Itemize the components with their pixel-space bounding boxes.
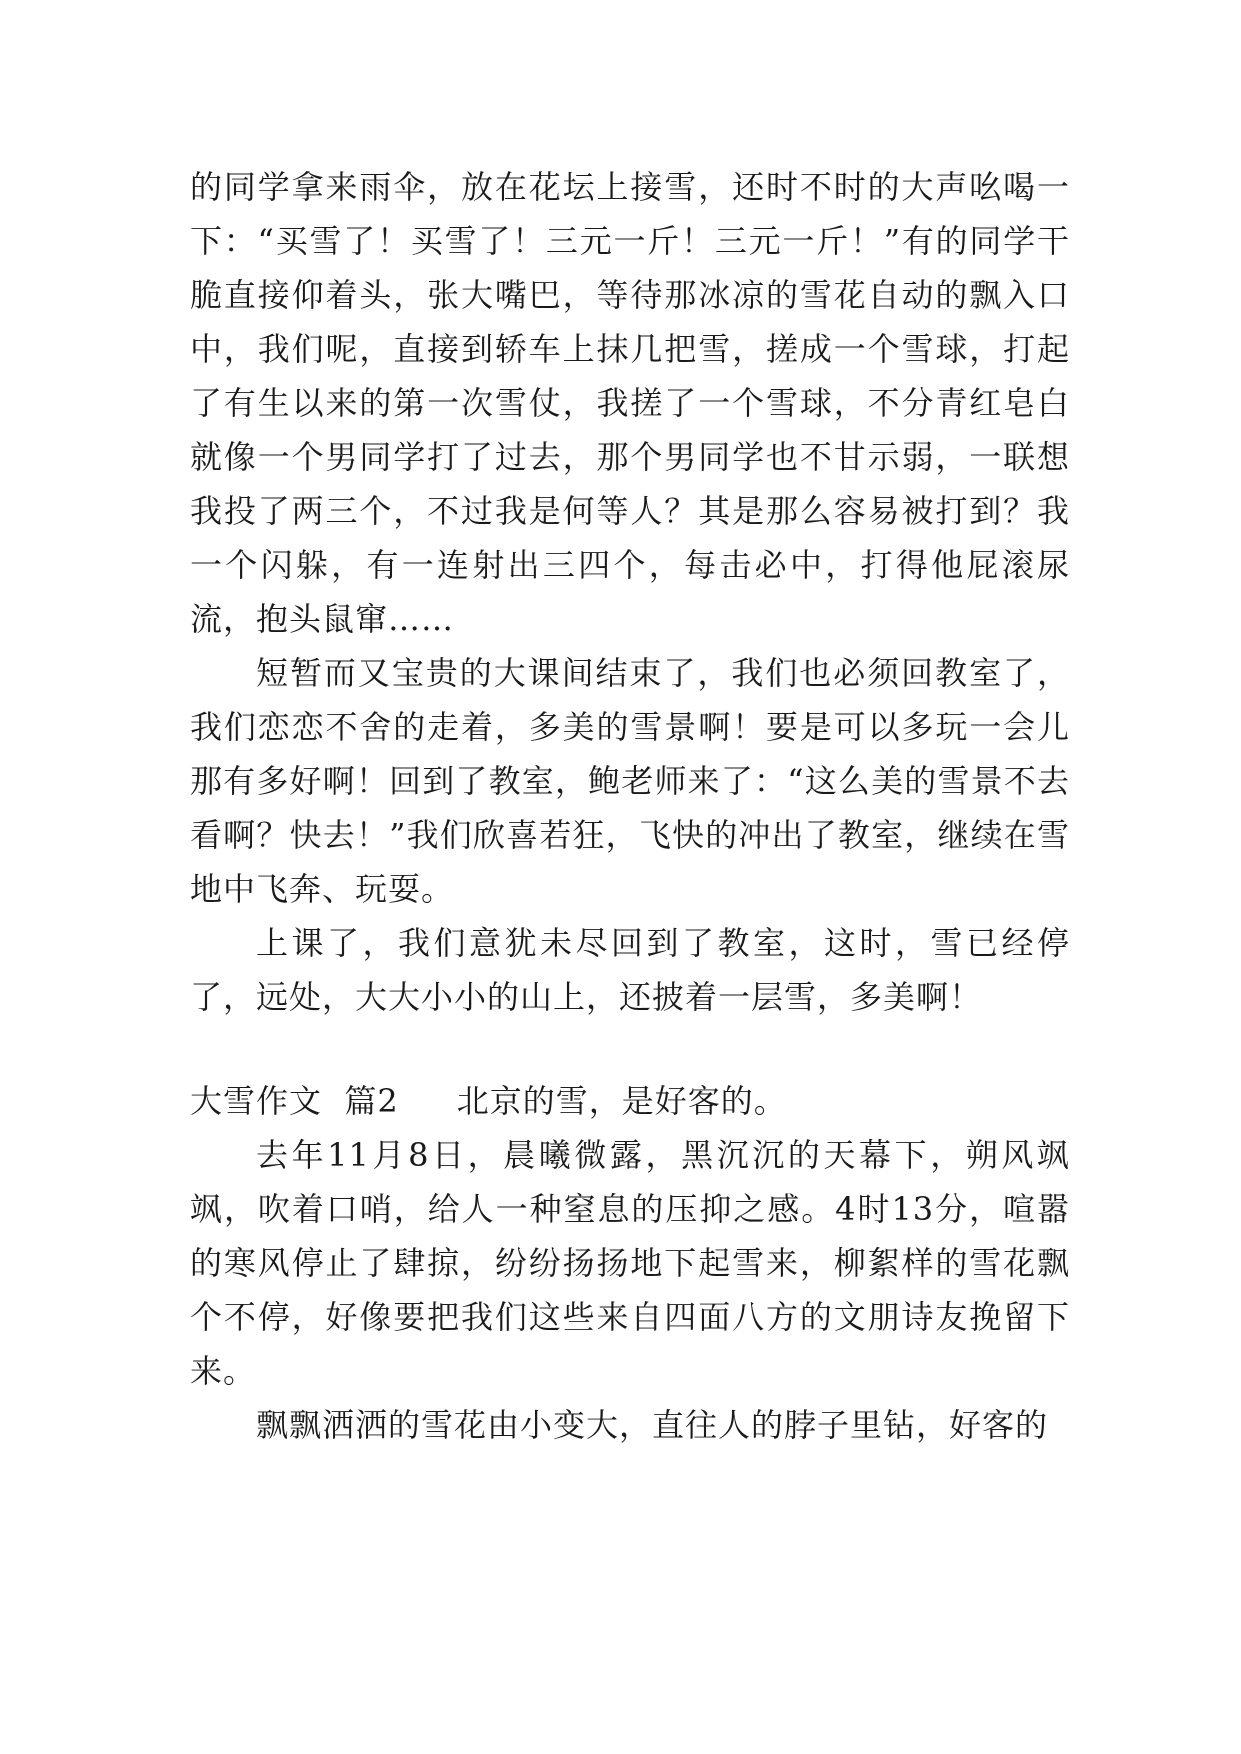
paragraph-snowball-fight: 的同学拿来雨伞，放在花坛上接雪，还时不时的大声吆喝一下：“买雪了！买雪了！三元一斤！三元一斤！”有的同学干脆直接仰着头，张大嘴巴，等待那冰凉的雪花自动的飘入口中，我们呢，直接到轿车上抹几把雪，搓成一个雪球，打起了有生以来的第一次雪仗，我搓了一个雪球，不分青红皂白就像一个男同学打了过去，那个男同学也不甘示弱，一联想我投了两三个，不过我是何等人？其是那么容易被打到？我一个闪躲，有一连射出三四个，每击必中，打得他屁滚尿流，抱头鼠窜…… <box>190 168 1070 638</box>
paragraph-break-ends: 短暂而又宝贵的大课间结束了，我们也必须回教室了，我们恋恋不舍的走着，多美的雪景啊！要是可以多玩一会儿那有多好啊！回到了教室，鲍老师来了：“这么美的雪景不去看啊？快去！”我们欣喜若狂，飞快的冲出了教室，继续在雪地中飞奔、玩耍。 <box>190 654 1070 908</box>
section-lead-sentence: 北京的雪，是好客的。 <box>456 1082 787 1120</box>
paragraph-snowflakes-grow: 飘飘洒洒的雪花由小变大，直往人的脖子里钻，好客的 <box>256 1406 1049 1444</box>
section-heading <box>190 1074 1070 1128</box>
section-gap <box>190 1024 1070 1074</box>
paragraph-november-snow: 去年11月8日，晨曦微露，黑沉沉的天幕下，朔风飒飒，吹着口哨，给人一种窒息的压抑之感。4时13分，喧嚣的寒风停止了肆掠，纷纷扬扬地下起雪来，柳絮样的雪花飘个不停，好像要把我们这些来自四面八方的文朋诗友挽留下来。 <box>190 1136 1070 1390</box>
document-body <box>190 160 1070 1452</box>
paragraph-class-begins: 上课了，我们意犹未尽回到了教室，这时，雪已经停了，远处，大大小小的山上，还披着一层雪，多美啊！ <box>190 924 1070 1016</box>
section-title: 大雪作文 篇2 <box>190 1082 399 1120</box>
